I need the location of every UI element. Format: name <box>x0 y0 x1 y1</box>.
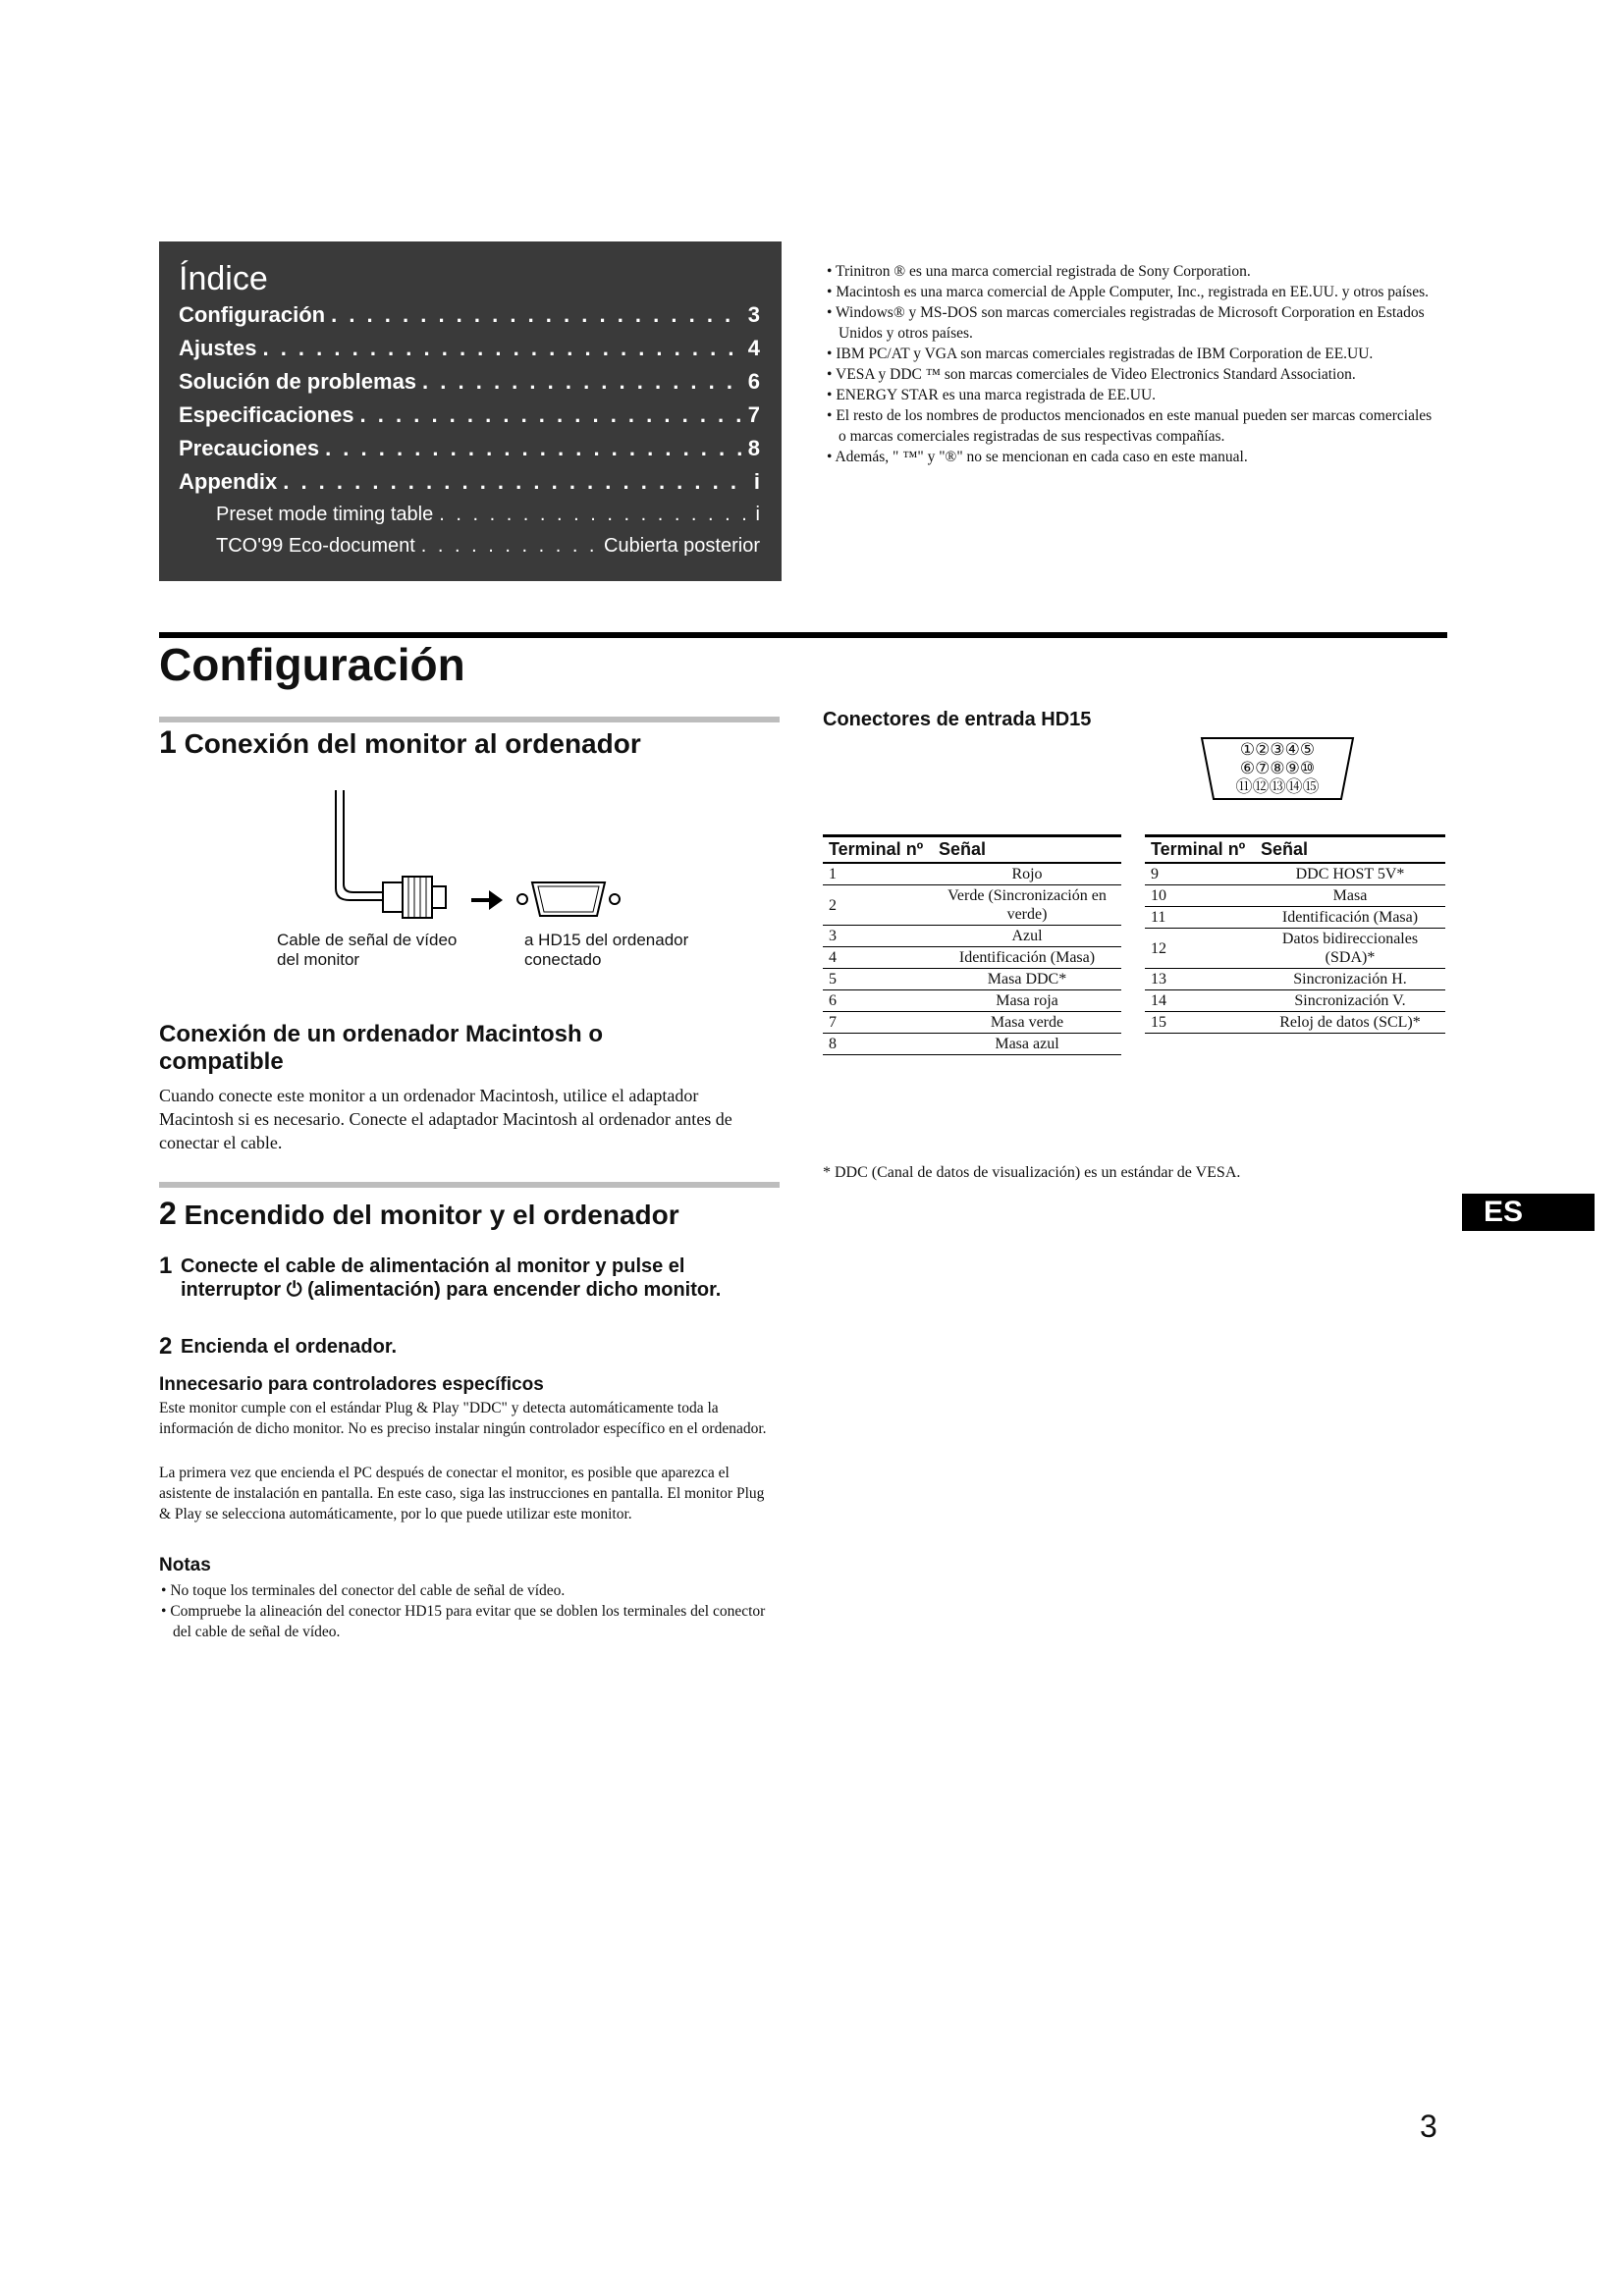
terminal-cell: 11 <box>1145 907 1255 929</box>
page-number: 3 <box>1420 2109 1437 2144</box>
section1-heading <box>159 724 641 761</box>
table-row <box>1145 929 1445 969</box>
connectors-heading: Conectores de entrada HD15 <box>823 709 1092 730</box>
trademark-note: • El resto de los nombres de productos mencionados en este manual pueden ser marcas comerciales o marcas comerciales registradas de sus respectivas compañías. <box>821 405 1435 447</box>
signal-cell: Identificación (Masa) <box>1255 907 1445 929</box>
signal-cell: Reloj de datos (SCL)* <box>1255 1012 1445 1034</box>
leader-dots <box>360 399 742 432</box>
signal-cell: DDC HOST 5V* <box>1255 863 1445 885</box>
cable-caption: Cable de señal de vídeo del monitor <box>277 931 458 969</box>
signal-cell: Masa DDC* <box>933 969 1121 990</box>
signal-cell: Masa verde <box>933 1012 1121 1034</box>
table-row <box>823 969 1121 990</box>
pin-row: ⑪⑫⑬⑭⑮ <box>1235 777 1320 796</box>
signal-cell: Datos bidireccionales (SDA)* <box>1255 929 1445 969</box>
index-sub-entries <box>179 499 760 561</box>
terminal-cell: 12 <box>1145 929 1255 969</box>
terminal-cell: 9 <box>1145 863 1255 885</box>
hd15-caption: a HD15 del ordenador conectado <box>524 931 689 969</box>
index-sub-entry-label: TCO'99 Eco-document <box>216 535 415 557</box>
terminal-cell: 15 <box>1145 1012 1255 1034</box>
index-entry <box>179 465 760 499</box>
notes-heading: Notas <box>159 1555 211 1575</box>
leader-dots <box>325 432 742 465</box>
terminal-cell: 7 <box>823 1012 933 1034</box>
cable-connection-illustration <box>324 790 638 928</box>
index-box <box>159 241 782 581</box>
terminal-cell: 4 <box>823 947 933 969</box>
table-row <box>823 1034 1121 1055</box>
signal-cell: Azul <box>933 926 1121 947</box>
section1-rule <box>159 717 780 722</box>
trademark-note: • Además, " ™" y "®" no se mencionan en cada caso en este manual. <box>821 447 1435 467</box>
index-entry-label: Configuración <box>179 302 326 327</box>
trademark-note: • Windows® y MS-DOS son marcas comerciales registradas de Microsoft Corporation en Estados Unidos y otros países. <box>821 302 1435 344</box>
signal-cell: Sincronización H. <box>1255 969 1445 990</box>
table-row <box>823 990 1121 1012</box>
table-row <box>1145 907 1445 929</box>
note-item: • Compruebe la alineación del conector HD15 para evitar que se doblen los terminales del conector del cable de señal de vídeo. <box>161 1603 766 1640</box>
notes-list <box>159 1580 768 1642</box>
pin-row: ⑥⑦⑧⑨⑩ <box>1239 759 1316 777</box>
signal-cell: Masa azul <box>933 1034 1121 1055</box>
index-entry-label: Solución de problemas <box>179 369 417 394</box>
index-sub-entry-page: Cubierta posterior <box>604 535 760 557</box>
trademark-note: • IBM PC/AT y VGA son marcas comerciales registradas de IBM Corporation de EE.UU. <box>821 344 1435 364</box>
signal-cell: Rojo <box>933 863 1121 885</box>
terminal-cell: 2 <box>823 885 933 926</box>
step-1-number: 1 <box>159 1253 173 1279</box>
index-sub-entry-label: Preset mode timing table <box>216 504 434 525</box>
driver-heading: Innecesario para controladores específicos <box>159 1374 544 1395</box>
section1-number: 1 <box>159 724 177 760</box>
signal-cell: Sincronización V. <box>1255 990 1445 1012</box>
index-entry-page: 7 <box>747 402 760 427</box>
mac-body: Cuando conecte este monitor a un ordenador Macintosh, utilice el adaptador Macintosh si es necesario. Conecte el adaptador Macintosh al ordenador antes de conectar el cable. <box>159 1086 732 1152</box>
table-row <box>823 885 1121 926</box>
index-entry <box>179 432 760 465</box>
index-entry-page: 8 <box>747 436 760 460</box>
signal-cell: Masa <box>1255 885 1445 907</box>
terminal-cell: 6 <box>823 990 933 1012</box>
table-row <box>823 926 1121 947</box>
language-badge: ES <box>1462 1194 1595 1231</box>
leader-dots <box>331 298 742 332</box>
signal-cell: Verde (Sincronización en verde) <box>933 885 1121 926</box>
step-2-text: Encienda el ordenador. <box>181 1336 398 1358</box>
terminal-cell: 8 <box>823 1034 933 1055</box>
col-terminal-header: Terminal nº <box>823 836 933 864</box>
leader-dots <box>283 465 748 499</box>
index-entry <box>179 365 760 399</box>
terminal-cell: 10 <box>1145 885 1255 907</box>
signal-cell: Identificación (Masa) <box>933 947 1121 969</box>
section2-title: Encendido del monitor y el ordenador <box>184 1200 679 1230</box>
index-entry-page: 3 <box>747 302 760 327</box>
index-entry-label: Appendix <box>179 469 278 494</box>
index-entry-page: 4 <box>747 336 760 360</box>
ddc-footnote: * DDC (Canal de datos de visualización) es un estándar de VESA. <box>823 1164 1241 1181</box>
col-signal-header: Señal <box>933 836 1121 864</box>
signal-cell: Masa roja <box>933 990 1121 1012</box>
pin-row: ①②③④⑤ <box>1239 740 1316 759</box>
terminal-cell: 14 <box>1145 990 1255 1012</box>
step-2-number: 2 <box>159 1333 173 1360</box>
table-row <box>823 947 1121 969</box>
trademark-note: • VESA y DDC ™ son marcas comerciales de Video Electronics Standard Association. <box>821 364 1435 385</box>
table-row <box>1145 990 1445 1012</box>
driver-body-2: La primera vez que encienda el PC después de conectar el monitor, es posible que aparezca el asistente de instalación en pantalla. En este caso, siga las instrucciones en pantalla. El monitor Plug & Play se selecciona automáticamente, por lo que puede utilizar este monitor. <box>159 1465 765 1522</box>
section1-title: Conexión del monitor al ordenador <box>184 728 641 759</box>
section2-rule <box>159 1182 780 1188</box>
step-1 <box>159 1255 787 1302</box>
table-row <box>1145 1012 1445 1034</box>
index-entry-page: i <box>753 469 760 494</box>
mac-heading: Conexión de un ordenador Macintosh o compatible <box>159 1021 604 1075</box>
index-entry-label: Especificaciones <box>179 402 354 427</box>
leader-dots <box>262 332 741 365</box>
terminal-cell: 1 <box>823 863 933 885</box>
leader-dots <box>422 365 742 399</box>
index-entries <box>179 298 760 499</box>
trademark-note: • Trinitron ® es una marca comercial registrada de Sony Corporation. <box>821 261 1435 282</box>
pin-table-right <box>1145 834 1445 1034</box>
section2-heading <box>159 1196 679 1232</box>
leader-dots <box>421 530 598 561</box>
step-2 <box>159 1335 787 1359</box>
index-entry <box>179 399 760 432</box>
leader-dots <box>439 499 749 530</box>
note-item: • No toque los terminales del conector del cable de señal de vídeo. <box>161 1582 566 1599</box>
table-row <box>1145 969 1445 990</box>
col-terminal-header: Terminal nº <box>1145 836 1255 864</box>
table-row <box>1145 885 1445 907</box>
index-title: Índice <box>179 260 268 297</box>
table-row <box>823 863 1121 885</box>
terminal-cell: 5 <box>823 969 933 990</box>
driver-body-1: Este monitor cumple con el estándar Plug & Play "DDC" y detecta automáticamente toda la información de dicho monitor. No es preciso instalar ningún controlador específico en el ordenador. <box>159 1400 767 1437</box>
trademark-note: • ENERGY STAR es una marca registrada de EE.UU. <box>821 385 1435 405</box>
terminal-cell: 13 <box>1145 969 1255 990</box>
index-entry-label: Ajustes <box>179 336 257 360</box>
section2-number: 2 <box>159 1196 177 1231</box>
index-entry-label: Precauciones <box>179 436 320 460</box>
trademark-note: • Macintosh es una marca comercial de Apple Computer, Inc., registrada en EE.UU. y otros países. <box>821 282 1435 302</box>
terminal-cell: 3 <box>823 926 933 947</box>
page-title: Configuración <box>159 639 465 690</box>
table-row <box>1145 863 1445 885</box>
col-signal-header: Señal <box>1255 836 1445 864</box>
trademark-notes <box>821 261 1435 467</box>
index-sub-entry <box>216 499 760 530</box>
index-sub-entry-page: i <box>755 504 760 525</box>
pin-table-left <box>823 834 1121 1055</box>
index-entry <box>179 332 760 365</box>
step-1-text: Conecte el cable de alimentación al monitor y pulse el interruptor ⏻ (alimentación) para encender dicho monitor. <box>181 1255 722 1301</box>
index-sub-entry <box>216 530 760 561</box>
index-entry-page: 6 <box>747 369 760 394</box>
index-entry <box>179 298 760 332</box>
table-row <box>823 1012 1121 1034</box>
